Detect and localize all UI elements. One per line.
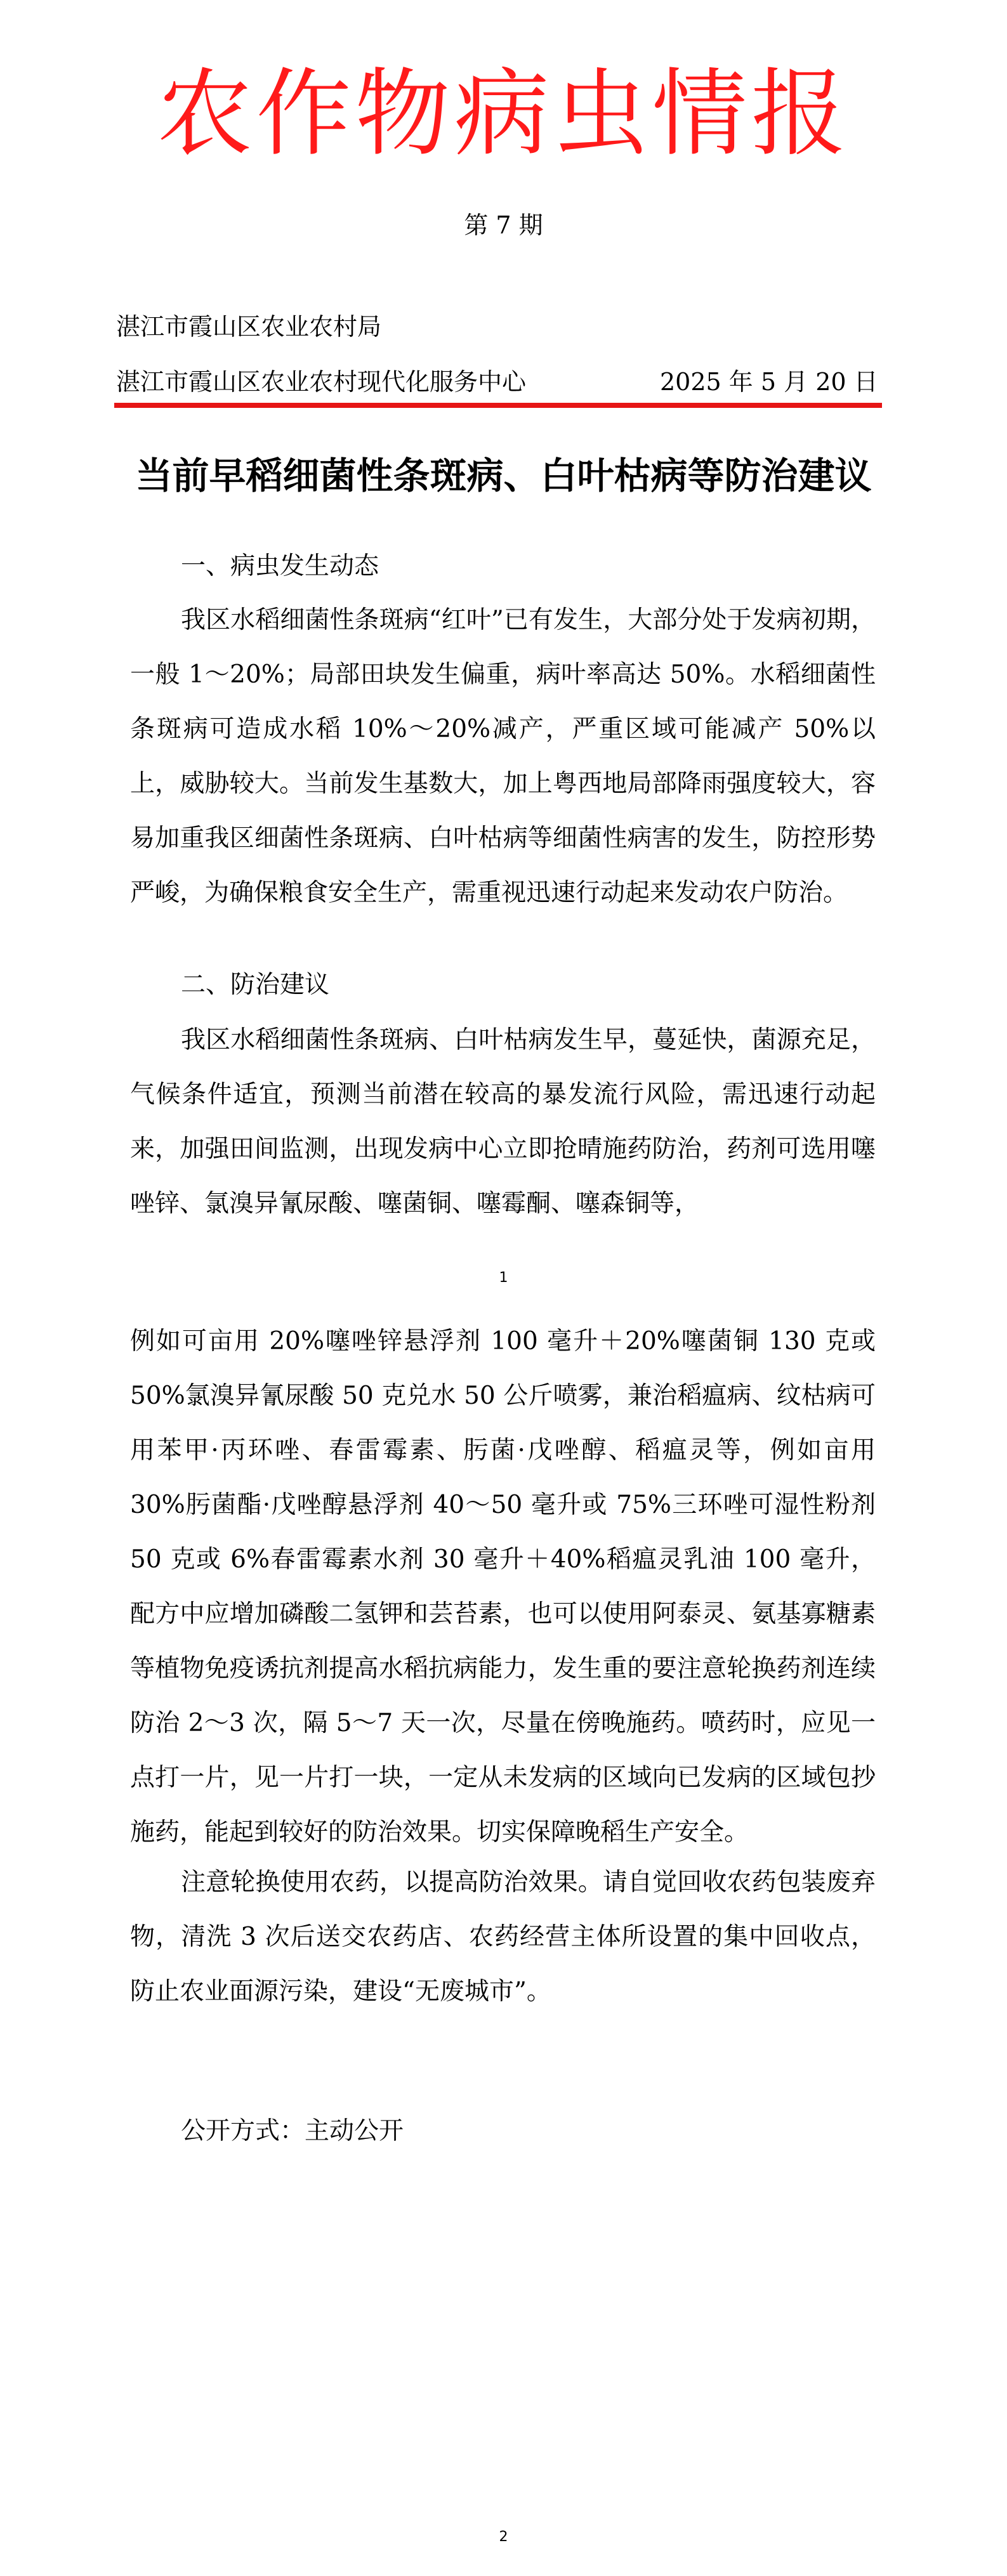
masthead-title: 农作物病虫情报	[157, 59, 850, 169]
section-heading-control-advice: 二、防治建议	[181, 971, 330, 999]
disclosure-method: 公开方式：主动公开	[181, 2117, 404, 2145]
issue-date: 2025 年 5 月 20 日	[660, 368, 878, 396]
section-paragraph-control-advice-part1: 我区水稻细菌性条斑病、白叶枯病发生早，蔓延快，菌源充足，气候条件适宜，预测当前潜在较高的暴发流行风险，需迅速行动起来，加强田间监测，出现发病中心立即抢晴施药防治，药剂可选用噻唑锌、氯溴异氰尿酸、噻菌铜、噻霉酮、噻森铜等，	[130, 1026, 876, 1218]
red-divider-rule	[114, 403, 882, 408]
page-number-1: 1	[499, 1270, 508, 1286]
section-paragraph-pest-status: 我区水稻细菌性条斑病“红叶”已有发生，大部分处于发病初期，一般 1～20%；局部田块发生偏重，病叶率高达 50%。水稻细菌性条斑病可造成水稻 10%～20%减产，严重区域可能减产 50%以上，威胁较大。当前发生基数大，加上粤西地局部降雨强度较大，容易加重我区细菌性条斑病、白叶枯病等细菌性病害的发生，防控形势严峻，为确保粮食安全生产，需重视迅速行动起来发动农户防治。	[130, 606, 876, 907]
section-paragraph-pesticide-recycling: 注意轮换使用农药，以提高防治效果。请自觉回收农药包装废弃物，清洗 3 次后送交农药店、农药经营主体所设置的集中回收点，防止农业面源污染，建设“无废城市”。	[130, 1868, 876, 2006]
page-number-2: 2	[499, 2529, 508, 2545]
issuer-service-center: 湛江市霞山区农业农村现代化服务中心	[116, 368, 527, 396]
section-heading-pest-status: 一、病虫发生动态	[181, 552, 379, 580]
document-title: 当前早稻细菌性条斑病、白叶枯病等防治建议	[135, 454, 872, 497]
issuer-bureau: 湛江市霞山区农业农村局	[116, 313, 382, 341]
issue-number: 第 7 期	[464, 211, 543, 239]
section-paragraph-control-advice-part2: 例如可亩用 20%噻唑锌悬浮剂 100 毫升＋20%噻菌铜 130 克或 50%氯溴异氰尿酸 50 克兑水 50 公斤喷雾，兼治稻瘟病、纹枯病可用苯甲·丙环唑、春雷霉素、肟菌·戊唑醇、稻瘟灵等，例如亩用 30%肟菌酯·戊唑醇悬浮剂 40～50 毫升或 75%三环唑可湿性粉剂 50 克或 6%春雷霉素水剂 30 毫升＋40%稻瘟灵乳油 100 毫升，配方中应增加磷酸二氢钾和芸苔素，也可以使用阿泰灵、氨基寡糖素等植物免疫诱抗剂提高水稻抗病能力，发生重的要注意轮换药剂连续防治 2～3 次，隔 5～7 天一次，尽量在傍晚施药。喷药时，应见一点打一片，见一片打一块，一定从未发病的区域向已发病的区域包抄施药，能起到较好的防治效果。切实保障晚稻生产安全。	[130, 1327, 876, 1847]
